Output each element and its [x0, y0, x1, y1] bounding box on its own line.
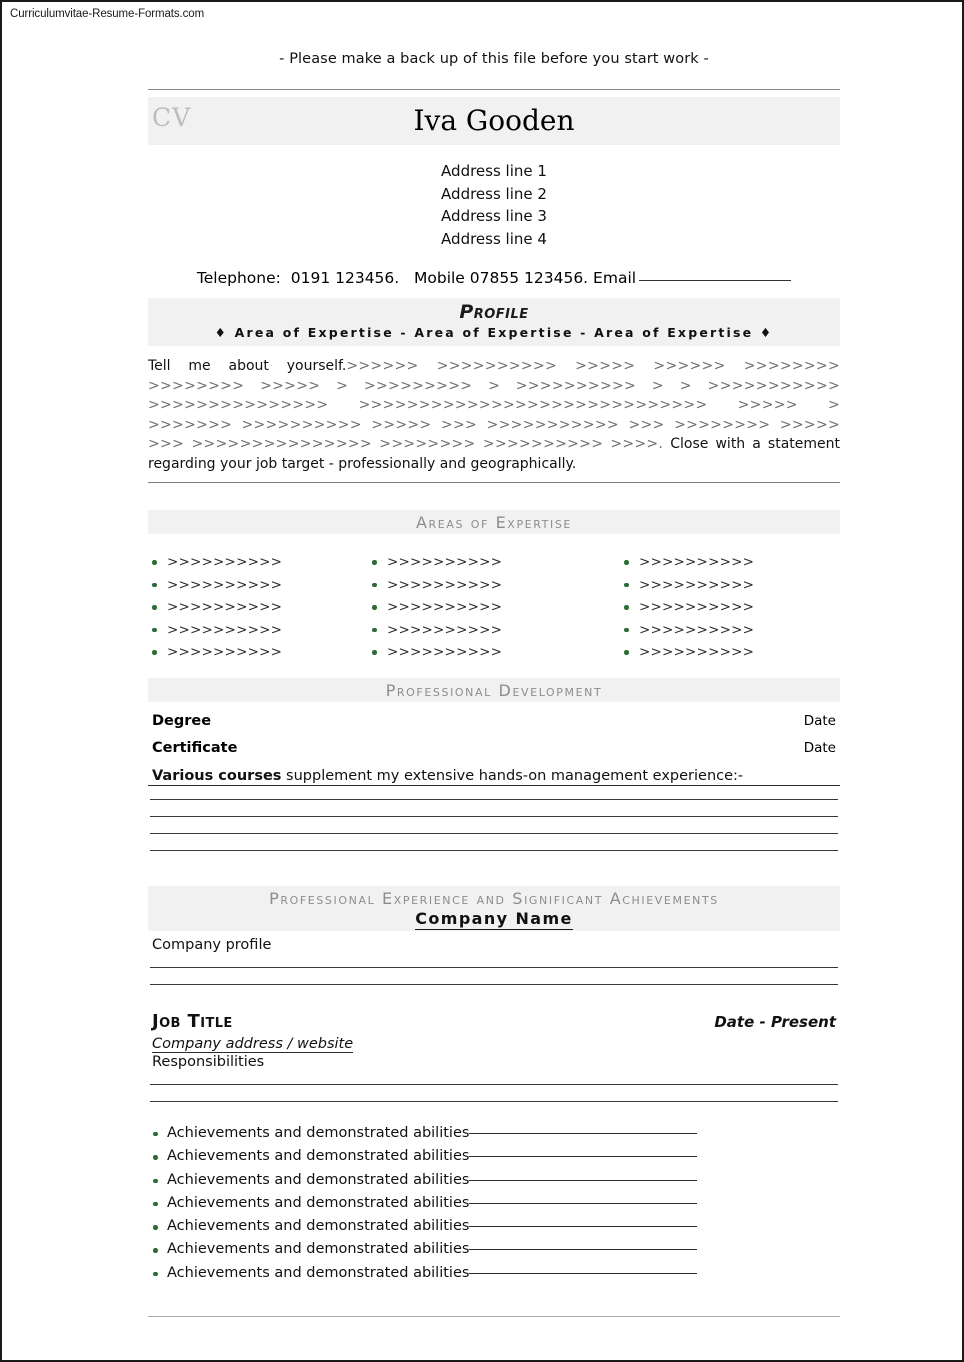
degree-label: Degree [152, 712, 212, 729]
address-block [148, 160, 840, 250]
list-item[interactable] [148, 1238, 840, 1261]
address-line-3: Address line 3 [441, 207, 547, 225]
table-row [148, 713, 840, 729]
address-line-4: Address line 4 [441, 229, 547, 248]
profile-placeholder-1: >>>>>> >>>>>>>>>> >>>>> >>>>>> >>>>>>>> >>>>>>>> >>>>> > >>>>>>>>> > [148, 358, 840, 394]
certificate-date[interactable]: Date [803, 739, 836, 756]
responsibilities-label: Responsibilities [152, 1053, 265, 1070]
list-item[interactable]: >>>>>>>>>> [368, 641, 588, 664]
backup-reminder-note: - Please make a back up of this file before you start work - [279, 51, 709, 67]
various-courses-bold: Various courses [152, 767, 282, 784]
certificate-label: Certificate [152, 739, 238, 756]
achievement-blank-field[interactable] [469, 1156, 697, 1157]
expertise-column-2 [368, 551, 588, 664]
profile-section-band [148, 298, 840, 346]
areas-section-band [148, 510, 840, 534]
achievement-text: Achievements and demonstrated abilities [167, 1194, 470, 1211]
list-item[interactable]: >>>>>>>>>> [368, 619, 588, 642]
job-blank-lines [148, 1084, 840, 1102]
blank-write-line[interactable] [150, 984, 838, 985]
achievement-text: Achievements and demonstrated abilities [167, 1124, 470, 1141]
list-item[interactable]: >>>>>>>>>> [620, 574, 840, 597]
list-item[interactable] [148, 1262, 840, 1285]
achievement-blank-field[interactable] [469, 1249, 697, 1250]
list-item[interactable] [148, 1122, 840, 1145]
achievement-text: Achievements and demonstrated abilities [167, 1264, 470, 1281]
telephone-label: Telephone: [196, 269, 281, 287]
achievement-text: Achievements and demonstrated abilities [167, 1218, 470, 1235]
job-date-range[interactable]: Date - Present [714, 1012, 836, 1031]
list-item[interactable]: >>>>>>>>>> [148, 596, 368, 619]
blank-write-line[interactable] [150, 799, 838, 800]
profile-intro: Tell me about yourself. [148, 358, 347, 374]
company-profile-label: Company profile [152, 936, 272, 953]
profile-closing: Close with a statement regarding your job target - professionally and geographically. [148, 436, 840, 472]
profile-divider-rule [148, 482, 840, 483]
development-blank-lines [148, 799, 840, 851]
list-item[interactable]: >>>>>>>>>> [620, 641, 840, 664]
profile-placeholder-3: >>>>>>>>>> >>>>> >>> >>>>>>>>>>> >>> >>>>>>>> >>>>> >>> >>>>>>>>>>>>>>> >>>>>>>> >>>>>>>>>> [148, 416, 840, 452]
list-item[interactable]: >>>>>>>>>> [148, 641, 368, 664]
blank-write-line[interactable] [150, 967, 838, 968]
list-item[interactable]: >>>>>>>>>> [620, 551, 840, 574]
footer-divider-rule [148, 1316, 840, 1317]
company-blank-lines [148, 967, 840, 985]
blank-write-line[interactable] [150, 816, 838, 817]
list-item[interactable]: >>>>>>>>>> [620, 596, 840, 619]
expertise-column-1 [148, 551, 368, 664]
blank-write-line[interactable] [150, 1101, 838, 1102]
profile-placeholder-2: >>>>>>>>>> > > >>>>>>>>>>> >>>>>>>>>>>>>>> >>>>>>>>>>>>>>>>>>>>>>>>>>>>> >>>>> > >>>>>>> [148, 377, 841, 433]
profile-placeholder-4: >>>>. [610, 436, 664, 452]
list-item[interactable]: >>>>>>>>>> [148, 619, 368, 642]
achievement-text: Achievements and demonstrated abilities [167, 1241, 470, 1258]
degree-date[interactable]: Date [803, 712, 836, 729]
profile-body-text [148, 357, 840, 474]
blank-write-line[interactable] [150, 1084, 838, 1085]
areas-of-expertise-grid [148, 551, 840, 664]
list-item[interactable] [148, 1145, 840, 1168]
name-title-band [148, 97, 840, 145]
cv-sheet [148, 2, 840, 1317]
site-watermark: Curriculumvitae-Resume-Formats.com [10, 8, 205, 20]
list-item[interactable] [148, 1169, 840, 1192]
job-header-row [148, 1011, 840, 1032]
areas-of-expertise-heading: Areas of Expertise [416, 513, 572, 532]
list-item[interactable]: >>>>>>>>>> [368, 574, 588, 597]
list-item[interactable]: >>>>>>>>>> [368, 551, 588, 574]
email-label: Email [593, 269, 637, 287]
professional-development-band [148, 678, 840, 702]
blank-write-line[interactable] [150, 850, 838, 851]
mobile-value: Mobile 07855 123456. [414, 269, 589, 287]
various-courses-rest: supplement my extensive hands-on management experience:- [281, 767, 744, 784]
experience-heading: Professional Experience and Significant Achievements [269, 888, 719, 908]
address-line-1: Address line 1 [441, 162, 547, 180]
achievement-blank-field[interactable] [469, 1133, 697, 1134]
list-item[interactable]: >>>>>>>>>> [368, 596, 588, 619]
list-item[interactable]: >>>>>>>>>> [148, 551, 368, 574]
achievements-list [148, 1122, 840, 1285]
list-item[interactable]: >>>>>>>>>> [148, 574, 368, 597]
table-row [148, 740, 840, 756]
profile-expertise-tagline: ♦ Area of Expertise - Area of Expertise - Area of Expertise ♦ [214, 325, 774, 340]
email-blank-field[interactable] [639, 280, 791, 281]
achievement-blank-field[interactable] [469, 1180, 697, 1181]
blank-write-line[interactable] [150, 833, 838, 834]
list-item[interactable] [148, 1215, 840, 1238]
achievement-text: Achievements and demonstrated abilities [167, 1148, 470, 1165]
expertise-column-3 [588, 551, 840, 664]
job-title: Job Title [152, 1010, 233, 1032]
professional-development-heading: Professional Development [385, 680, 603, 700]
contact-line [148, 269, 840, 287]
cv-label: CV [152, 103, 192, 132]
header-divider-rule [148, 89, 840, 90]
list-item[interactable]: >>>>>>>>>> [620, 619, 840, 642]
company-name: Company Name [415, 908, 573, 928]
achievement-text: Achievements and demonstrated abilities [167, 1171, 470, 1188]
page-title: Iva Gooden [413, 104, 575, 137]
experience-section-band [148, 886, 840, 931]
job-company-address[interactable]: Company address / website [152, 1035, 354, 1052]
achievement-blank-field[interactable] [469, 1226, 697, 1227]
list-item[interactable] [148, 1192, 840, 1215]
various-courses-line [148, 768, 840, 786]
address-line-2: Address line 2 [441, 184, 547, 203]
achievement-blank-field[interactable] [469, 1273, 697, 1274]
telephone-value: 0191 123456. [290, 269, 400, 287]
profile-heading: Profile [459, 301, 529, 323]
achievement-blank-field[interactable] [469, 1203, 697, 1204]
